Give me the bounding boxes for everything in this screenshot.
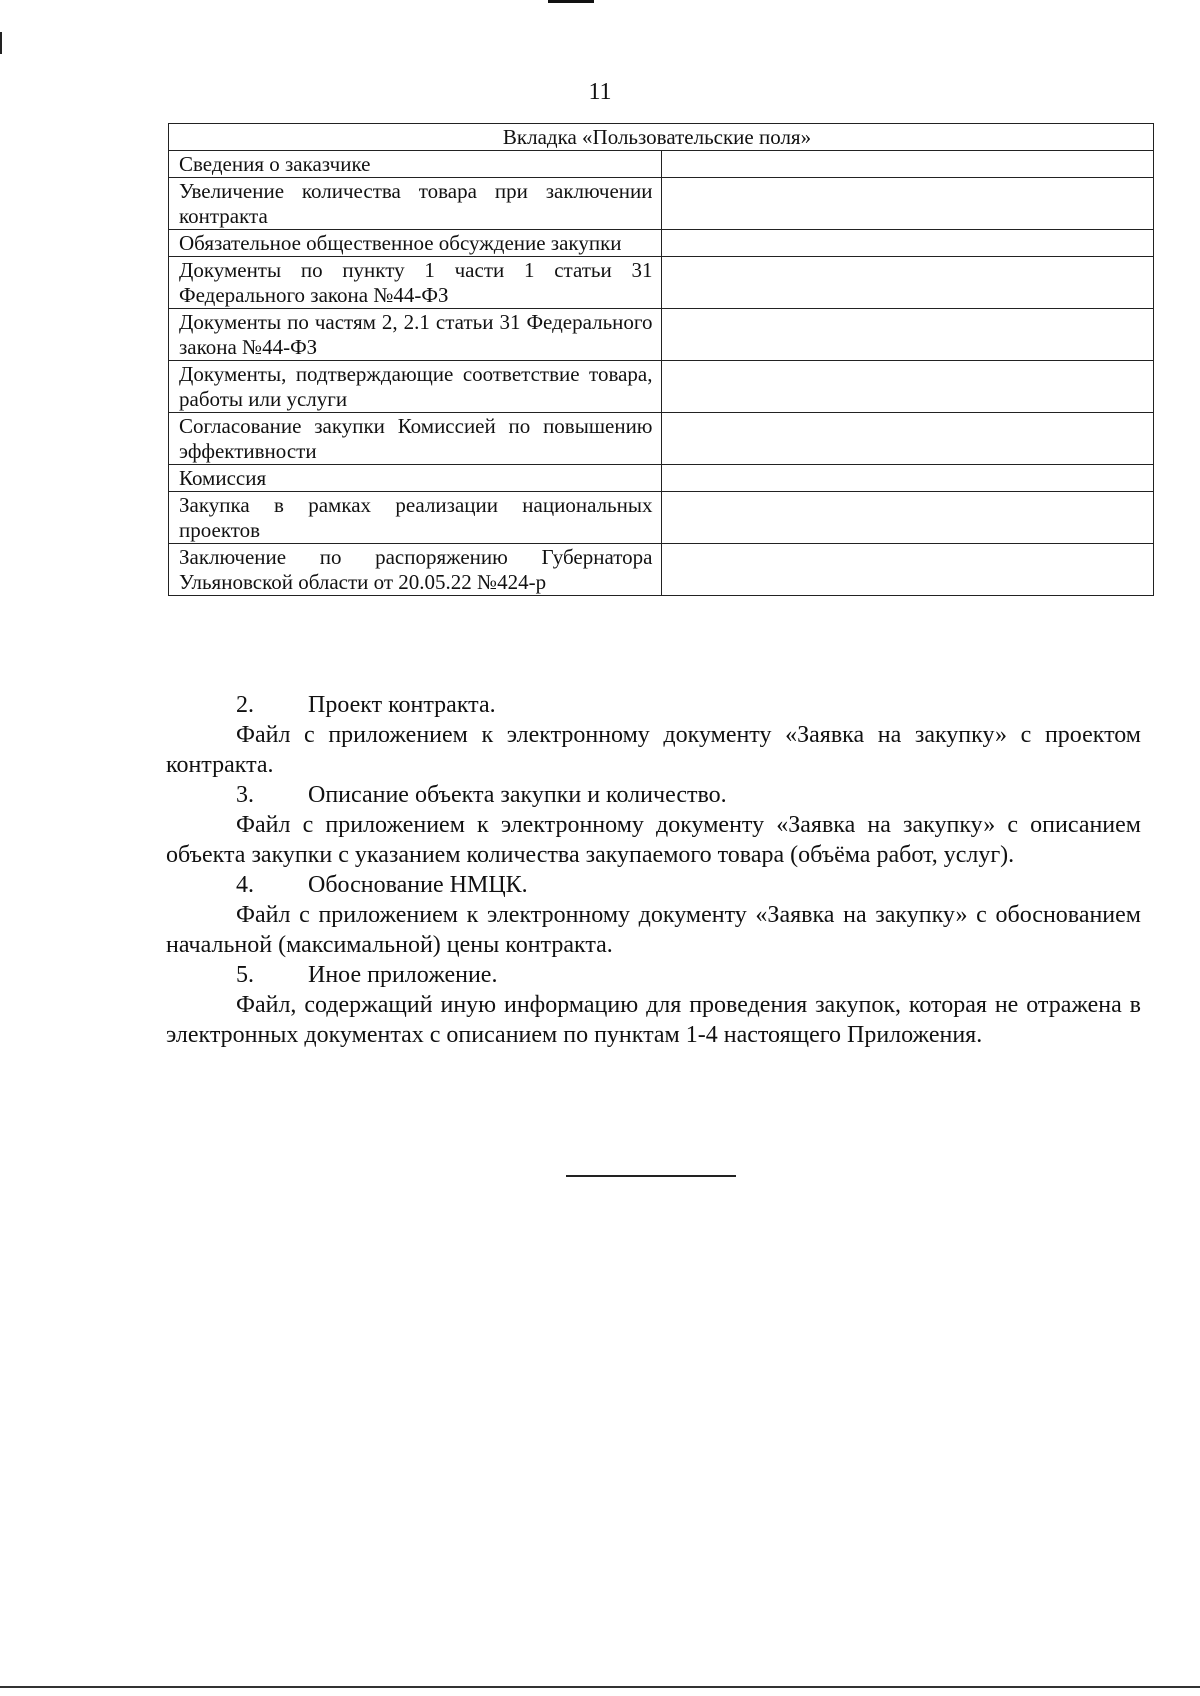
field-label: Сведения о заказчике — [169, 151, 662, 178]
field-value — [661, 178, 1154, 230]
field-value — [661, 492, 1154, 544]
section-heading — [166, 870, 1141, 900]
section-heading — [166, 960, 1141, 990]
table-row — [169, 413, 1154, 465]
scan-bottom-line — [0, 1686, 1200, 1688]
field-value — [661, 465, 1154, 492]
section-description: Файл с приложением к электронному документу «Заявка на закупку» с проектом контракта. — [166, 722, 1141, 778]
field-value — [661, 361, 1154, 413]
table-caption: Вкладка «Пользовательские поля» — [169, 124, 1154, 151]
table-row — [169, 309, 1154, 361]
field-value — [661, 230, 1154, 257]
section-heading — [166, 690, 1141, 720]
section-description: Файл с приложением к электронному документу «Заявка на закупку» с описанием объекта закупки с указанием количества закупаемого товара (объёма работ, услуг). — [166, 812, 1141, 868]
field-label: Комиссия — [169, 465, 662, 492]
table-row — [169, 257, 1154, 309]
section-title: Иное приложение. — [308, 962, 498, 988]
field-label: Закупка в рамках реализации национальных проектов — [169, 492, 662, 544]
section-description: Файл, содержащий иную информацию для проведения закупок, которая не отражена в электронных документах с описанием по пунктам 1-4 настоящего Приложения. — [166, 992, 1141, 1048]
end-of-document-line — [566, 1175, 736, 1177]
field-value — [661, 544, 1154, 596]
field-label: Документы по частям 2, 2.1 статьи 31 Федерального закона №44-ФЗ — [169, 309, 662, 361]
section-number: 3. — [236, 782, 254, 808]
table-row — [169, 492, 1154, 544]
field-value — [661, 257, 1154, 309]
table-row — [169, 465, 1154, 492]
table-row — [169, 230, 1154, 257]
field-label: Документы по пункту 1 части 1 статьи 31 Федерального закона №44-ФЗ — [169, 257, 662, 309]
scan-top-mark — [548, 0, 594, 3]
table-row — [169, 361, 1154, 413]
page-number: 11 — [588, 79, 612, 105]
field-label: Согласование закупки Комиссией по повышению эффективности — [169, 413, 662, 465]
field-value — [661, 413, 1154, 465]
field-value — [661, 309, 1154, 361]
table-row — [169, 544, 1154, 596]
section-description: Файл с приложением к электронному документу «Заявка на закупку» с обоснованием начальной (максимальной) цены контракта. — [166, 902, 1141, 958]
field-label: Заключение по распоряжению Губернатора Ульяновской области от 20.05.22 №424-р — [169, 544, 662, 596]
field-label: Документы, подтверждающие соответствие товара, работы или услуги — [169, 361, 662, 413]
appendix-sections — [166, 690, 1141, 1050]
section-number: 5. — [236, 962, 254, 988]
section-heading — [166, 780, 1141, 810]
section-number: 4. — [236, 872, 254, 898]
section-title: Обоснование НМЦК. — [308, 872, 528, 898]
table-row — [169, 151, 1154, 178]
section-title: Проект контракта. — [308, 692, 496, 718]
custom-fields-table — [168, 123, 1154, 596]
section-title: Описание объекта закупки и количество. — [308, 782, 727, 808]
scan-edge-mark — [0, 32, 2, 54]
field-value — [661, 151, 1154, 178]
field-label: Обязательное общественное обсуждение закупки — [169, 230, 662, 257]
field-label: Увеличение количества товара при заключении контракта — [169, 178, 662, 230]
section-number: 2. — [236, 692, 254, 718]
table-row — [169, 178, 1154, 230]
table-caption-row — [169, 124, 1154, 151]
